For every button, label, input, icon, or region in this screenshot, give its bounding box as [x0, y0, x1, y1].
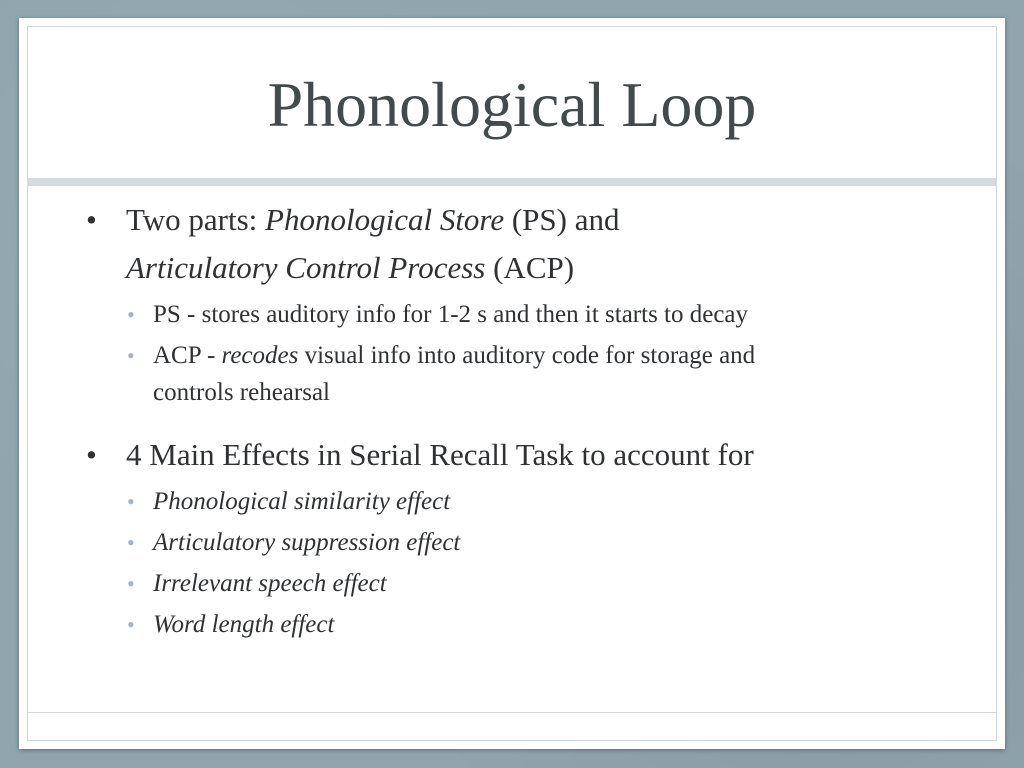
footer-divider	[27, 712, 997, 713]
spacer	[86, 411, 966, 431]
sub-bullet-dot: •	[127, 612, 135, 637]
sub-bullet-acp	[86, 337, 966, 411]
sub-bullet-effect	[86, 565, 966, 602]
sub-bullet-rest: visual info into auditory code for storage and	[298, 342, 756, 369]
bullet-text-prefix: Two parts:	[126, 202, 266, 237]
sub-bullet-dot: •	[127, 302, 135, 327]
effect-word-length: Word length effect	[153, 611, 335, 638]
bullet-text-suffix: (ACP)	[485, 250, 575, 285]
term-articulatory-control-process: Articulatory Control Process	[126, 250, 486, 285]
sub-bullet-effect	[86, 606, 966, 643]
sub-bullet-effect	[86, 483, 966, 520]
term-phonological-store: Phonological Store	[265, 202, 505, 237]
bullet-main-effects	[86, 431, 966, 479]
bullet-dot: •	[86, 437, 97, 472]
bullet-two-parts	[86, 196, 966, 292]
effect-phonological-similarity: Phonological similarity effect	[153, 488, 451, 515]
sub-bullet-effect	[86, 524, 966, 561]
sub-bullet-dot: •	[127, 343, 135, 368]
bullet-dot: •	[86, 202, 97, 237]
title-divider	[27, 178, 997, 186]
sub-bullet-prefix: ACP -	[153, 342, 222, 369]
slide	[19, 18, 1005, 749]
sub-bullet-line2: controls rehearsal	[153, 379, 331, 406]
sub-bullet-dot: •	[127, 530, 135, 555]
effect-articulatory-suppression: Articulatory suppression effect	[153, 529, 461, 556]
sub-bullet-text: PS - stores auditory info for 1-2 s and then it starts to decay	[153, 301, 749, 328]
sub-bullet-dot: •	[127, 489, 135, 514]
slide-body	[86, 196, 966, 643]
sub-bullet-ps	[86, 296, 966, 333]
effect-irrelevant-speech: Irrelevant speech effect	[153, 570, 387, 597]
bullet-text-mid: (PS) and	[504, 202, 620, 237]
bullet-text: 4 Main Effects in Serial Recall Task to account for	[126, 437, 754, 472]
sub-bullet-dot: •	[127, 571, 135, 596]
term-recodes: recodes	[221, 342, 299, 369]
slide-title: Phonological Loop	[267, 69, 757, 140]
